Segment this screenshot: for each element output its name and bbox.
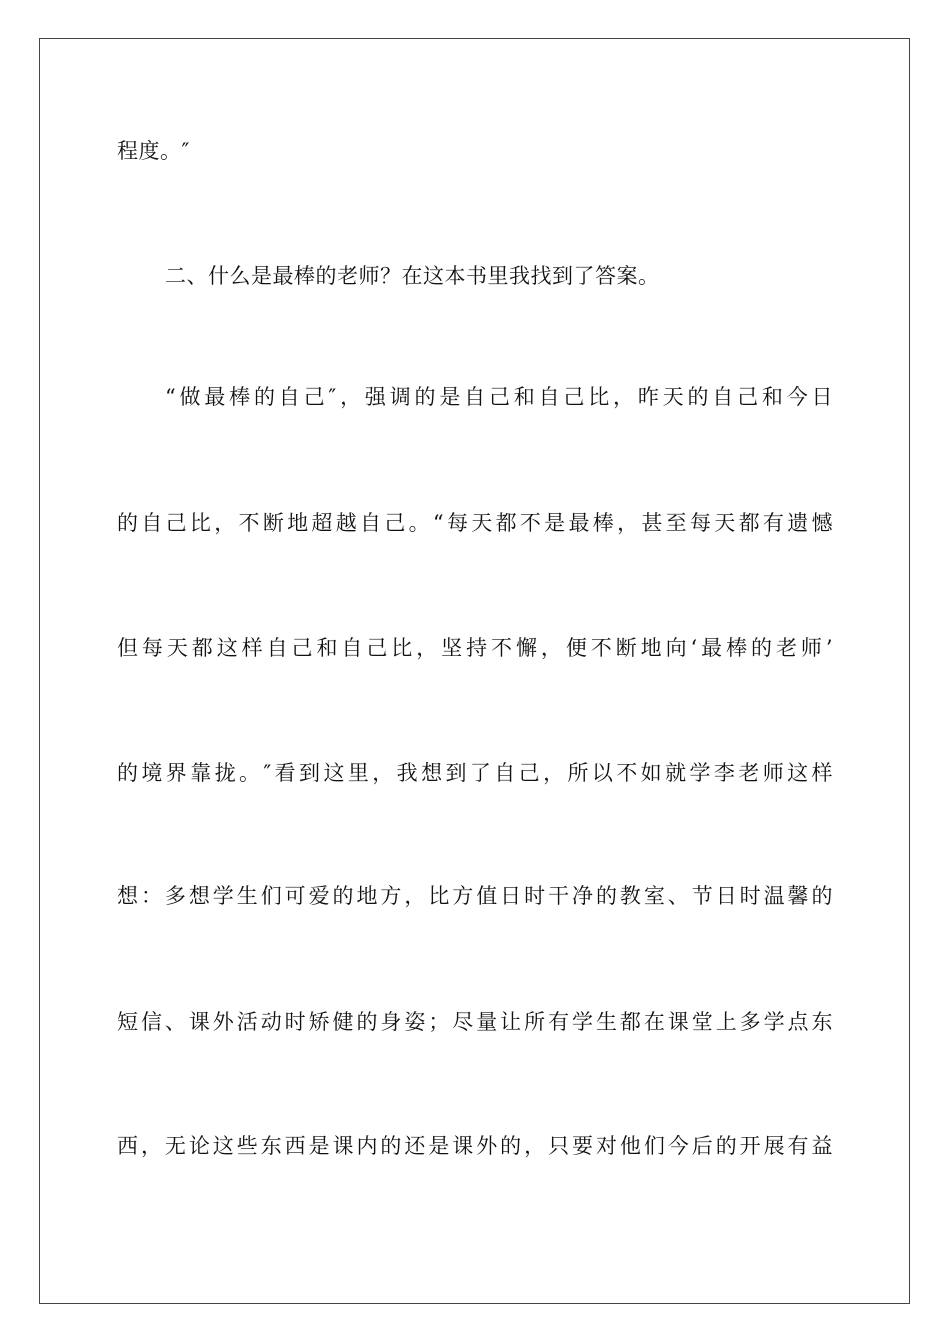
text-line-6: 的境界靠拢。″看到这里，我想到了自己，所以不如就学李老师这样 (117, 761, 833, 785)
text-line-5: 但每天都这样自己和自己比，坚持不懈，便不断地向‘最棒的老师’ (117, 636, 833, 660)
text-line-8: 短信、课外活动时矫健的身姿；尽量让所有学生都在课堂上多学点东 (117, 1010, 833, 1034)
section-heading: 二、什么是最棒的老师？在这本书里我找到了答案。 (165, 264, 660, 288)
text-line-4: 的自己比，不断地超越自己。“每天都不是最棒，甚至每天都有遗憾 (117, 511, 833, 535)
text-line-3: “做最棒的自己″，强调的是自己和自己比，昨天的自己和今日 (165, 385, 833, 409)
text-line-9: 西，无论这些东西是课内的还是课外的，只要对他们今后的开展有益 (117, 1134, 833, 1158)
text-line-1: 程度。″ (117, 139, 190, 163)
text-line-7: 想：多想学生们可爱的地方，比方值日时干净的教室、节日时温馨的 (117, 884, 833, 908)
page-border (39, 38, 910, 1304)
